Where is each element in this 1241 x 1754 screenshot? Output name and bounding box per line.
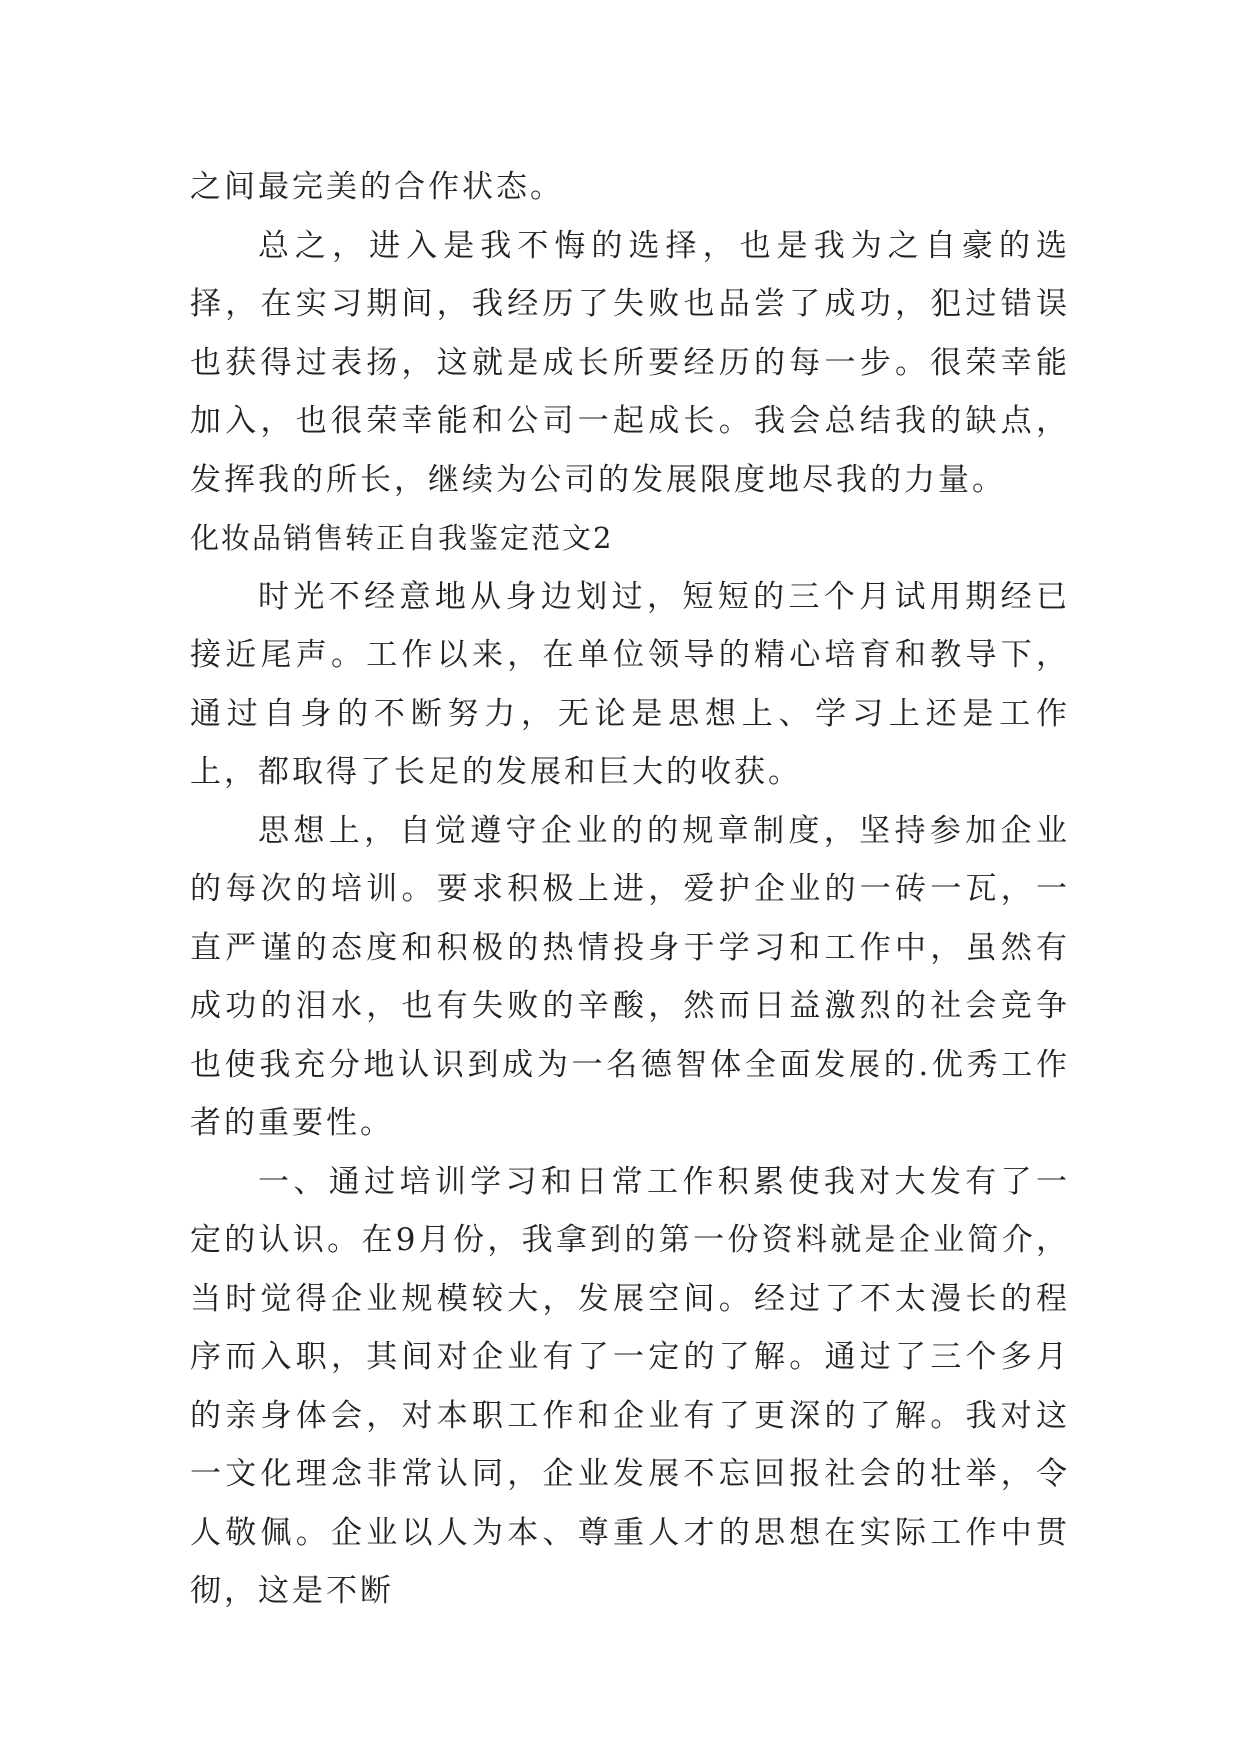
section-heading: 化妆品销售转正自我鉴定范文2 bbox=[190, 521, 614, 555]
paragraph-conclusion: 总之，进入是我不悔的选择，也是我为之自豪的选择，在实习期间，我经历了失败也品尝了成功，犯过错误也获得过表扬，这就是成长所要经历的每一步。很荣幸能加入，也很荣幸能和公司一起成长。我会总结我的缺点，发挥我的所长，继续为公司的发展限度地尽我的力量。 bbox=[190, 227, 1070, 498]
paragraph-continuation: 之间最完美的合作状态。 bbox=[190, 169, 564, 205]
paragraph-thoughts: 思想上，自觉遵守企业的的规章制度，坚持参加企业的每次的培训。要求积极上进，爱护企业的一砖一瓦，一直严谨的态度和积极的热情投身于学习和工作中，虽然有成功的泪水，也有失败的辛酸，然而日益激烈的社会竞争也使我充分地认识到成为一名德智体全面发展的.优秀工作者的重要性。 bbox=[190, 812, 1070, 1141]
document-body bbox=[190, 158, 1070, 1621]
paragraph-intro: 时光不经意地从身边划过，短短的三个月试用期经已接近尾声。工作以来，在单位领导的精心培育和教导下，通过自身的不断努力，无论是思想上、学习上还是工作上，都取得了长足的发展和巨大的收获。 bbox=[190, 578, 1070, 790]
paragraph-point-one: 一、通过培训学习和日常工作积累使我对大发有了一定的认识。在9月份，我拿到的第一份资料就是企业简介，当时觉得企业规模较大，发展空间。经过了不太漫长的程序而入职，其间对企业有了一定的了解。通过了三个多月的亲身体会，对本职工作和企业有了更深的了解。我对这一文化理念非常认同，企业发展不忘回报社会的壮举，令人敬佩。企业以人为本、尊重人才的思想在实际工作中贯彻，这是不断 bbox=[190, 1163, 1070, 1609]
